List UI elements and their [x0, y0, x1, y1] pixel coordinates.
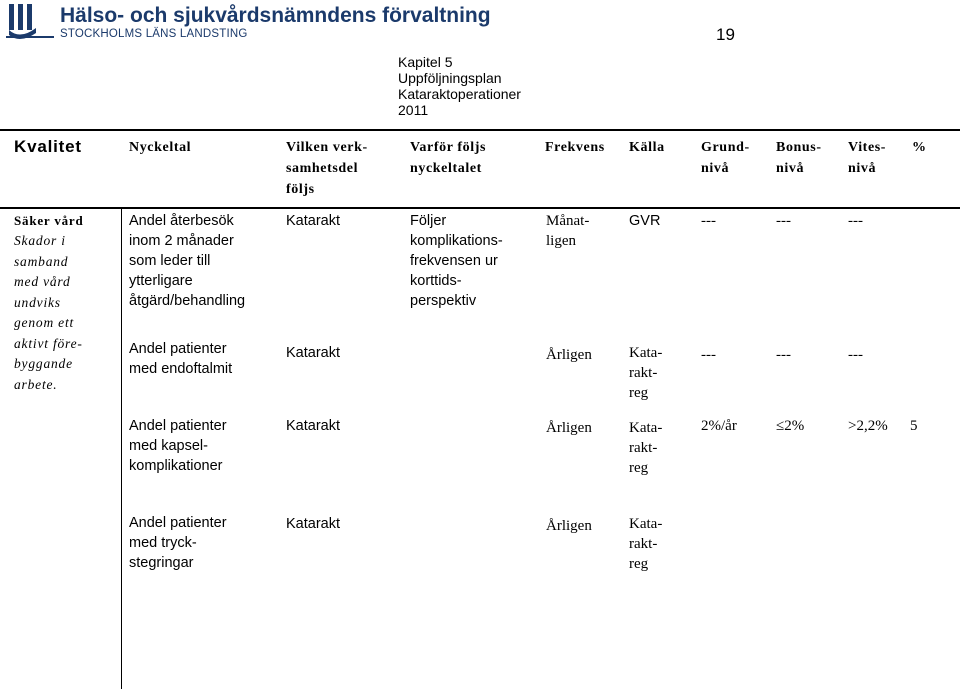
- row1-bonusniva: ---: [776, 213, 791, 229]
- header-kvalitet: Kvalitet: [14, 137, 82, 156]
- header-vilken-verksamhetsdel: Vilken verk- samhetsdel följs: [286, 140, 368, 197]
- header-frekvens: Frekvens: [545, 140, 605, 155]
- row3-vitesniva: >2,2%: [848, 418, 888, 434]
- row1-nyckeltal: Andel återbesök inom 2 månader som leder till ytterligare åtgärd/behandling: [129, 213, 246, 309]
- header-grundniva: Grund- nivå: [701, 140, 750, 176]
- row2-grundniva: ---: [701, 347, 716, 363]
- meta-plan: Uppföljningsplan: [398, 70, 502, 86]
- row2-vitesniva: ---: [848, 347, 863, 363]
- row3-vilken: Katarakt: [286, 418, 340, 434]
- org-subtitle: STOCKHOLMS LÄNS LANDSTING: [60, 28, 248, 40]
- row1-vilken: Katarakt: [286, 213, 340, 229]
- row4-nyckeltal: Andel patienter med tryck- stegringar: [129, 515, 227, 571]
- row3-nyckeltal: Andel patienter med kapsel- komplikationer: [129, 418, 227, 474]
- row3-grundniva: 2%/år: [701, 418, 737, 434]
- row1-frekvens: Månat- ligen: [546, 213, 590, 249]
- row1-kalla: GVR: [629, 213, 661, 229]
- header-vitesniva: Vites- nivå: [848, 140, 887, 176]
- header-nyckeltal: Nyckeltal: [129, 140, 192, 155]
- header-procent: %: [912, 140, 927, 155]
- row2-vilken: Katarakt: [286, 345, 340, 361]
- row4-kalla: Kata- rakt- reg: [629, 516, 663, 572]
- landsting-logo-icon: [6, 2, 54, 40]
- table-top-rule: [0, 129, 960, 131]
- document-meta: [398, 54, 521, 118]
- row3-bonusniva: ≤2%: [776, 418, 805, 434]
- page-number: 19: [716, 25, 735, 44]
- row2-bonusniva: ---: [776, 347, 791, 363]
- row4-vilken: Katarakt: [286, 516, 340, 532]
- table-header-rule: [0, 207, 960, 209]
- row2-kalla: Kata- rakt- reg: [629, 345, 663, 401]
- header-kalla: Källa: [629, 140, 665, 155]
- row2-frekvens: Årligen: [546, 347, 592, 363]
- row4-frekvens: Årligen: [546, 518, 592, 534]
- kvalitet-title: Säker vård: [14, 213, 84, 228]
- row3-kalla: Kata- rakt- reg: [629, 420, 663, 476]
- meta-chapter: Kapitel 5: [398, 54, 453, 70]
- row1-grundniva: ---: [701, 213, 716, 229]
- row3-frekvens: Årligen: [546, 420, 592, 436]
- kvalitet-cell: [14, 211, 84, 395]
- kvalitet-description: Skador i samband med vård undviks genom ett aktivt före- byggande arbete.: [14, 233, 83, 392]
- row2-nyckeltal: Andel patienter med endoftalmit: [129, 341, 233, 377]
- header-varfor: Varför följs nyckeltalet: [410, 140, 487, 176]
- column-divider: [121, 209, 122, 689]
- meta-topic: Kataraktoperationer: [398, 86, 521, 102]
- row1-varfor: Följer komplikations- frekvensen ur korttids- perspektiv: [410, 213, 503, 309]
- meta-year: 2011: [398, 102, 429, 118]
- row3-procent: 5: [910, 418, 918, 434]
- row1-vitesniva: ---: [848, 213, 863, 229]
- org-name: Hälso- och sjukvårdsnämndens förvaltning: [60, 4, 491, 27]
- header-bonusniva: Bonus- nivå: [776, 140, 822, 176]
